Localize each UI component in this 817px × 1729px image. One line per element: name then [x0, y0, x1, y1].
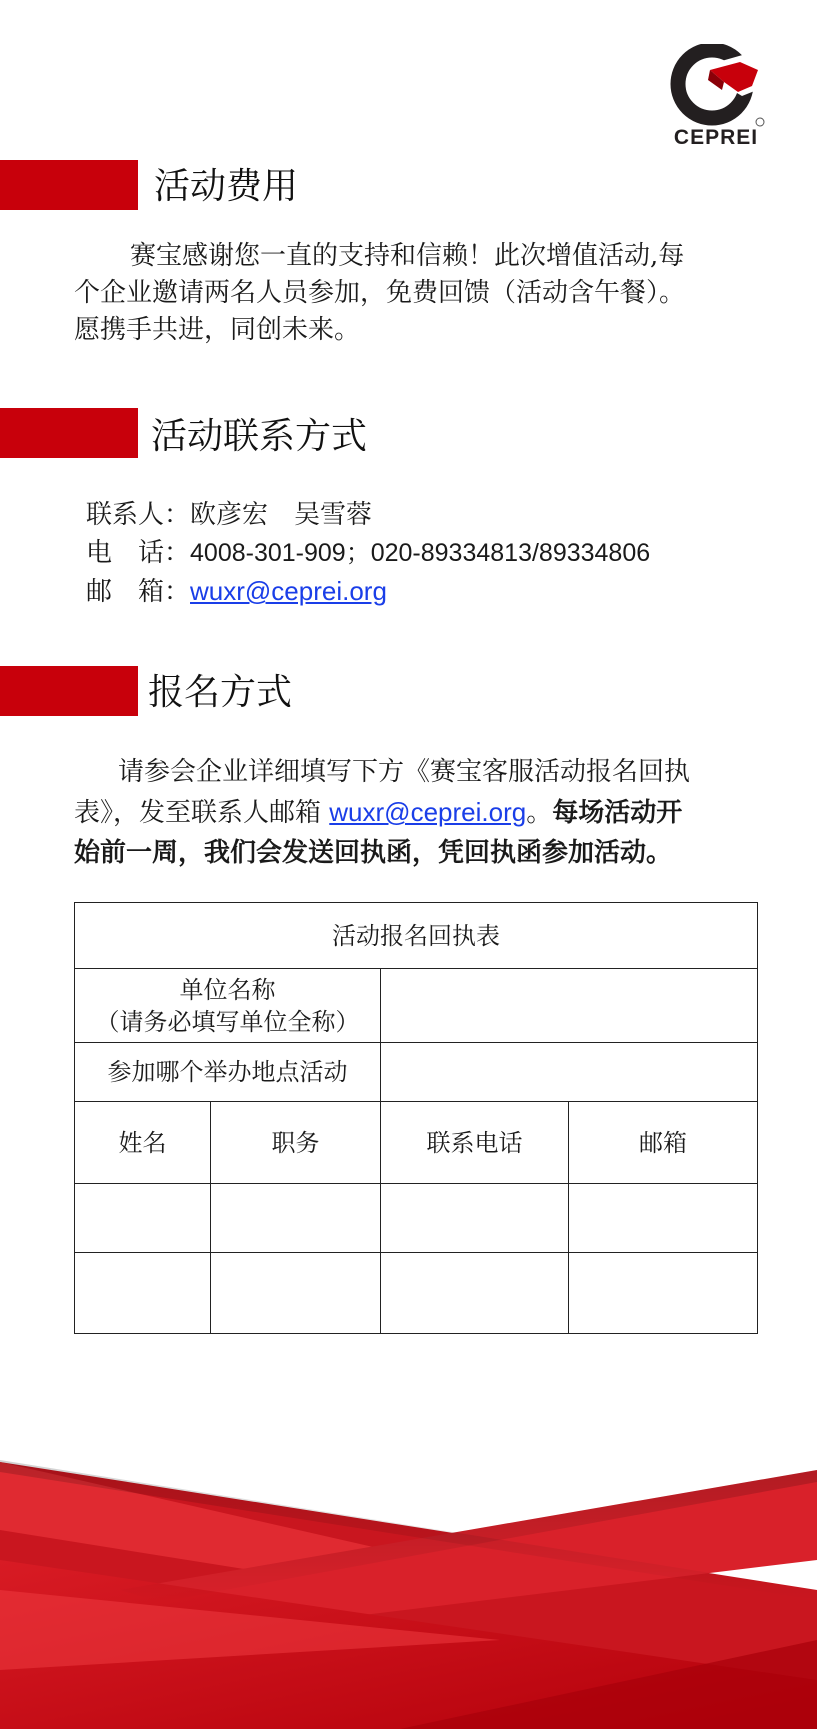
column-header-position: 职务: [211, 1102, 381, 1184]
event-location-field[interactable]: [381, 1043, 758, 1102]
table-cell[interactable]: [569, 1184, 758, 1253]
signup-line-1: 请参会企业详细填写下方《赛宝客服活动报名回执: [118, 757, 691, 787]
column-header-email: 邮箱: [569, 1102, 758, 1184]
table-cell[interactable]: [75, 1253, 211, 1334]
table-row: [75, 1253, 758, 1334]
contact-phone-value: 4008-301-909；020-89334813/89334806: [190, 539, 651, 567]
column-header-name: 姓名: [75, 1102, 211, 1184]
table-cell[interactable]: [381, 1184, 569, 1253]
contact-email-link[interactable]: wuxr@ceprei.org: [190, 576, 387, 606]
form-title: 活动报名回执表: [75, 903, 758, 969]
signup-email-link[interactable]: wuxr@ceprei.org: [329, 797, 527, 827]
signup-paragraph: [74, 752, 746, 873]
signup-line-3: 始前一周，我们会发送回执函，凭回执函参加活动。: [74, 838, 673, 868]
section-marker-contact: [0, 408, 138, 458]
fee-line-3: 愿携手共进，同创未来。: [74, 315, 361, 345]
section-marker-fee: [0, 160, 138, 210]
company-name-field[interactable]: [381, 969, 758, 1043]
fee-line-2: 个企业邀请两名人员参加，免费回馈（活动含午餐）。: [74, 278, 686, 308]
contact-person-row: [86, 496, 650, 534]
signup-line-2: 表》，发至联系人邮箱 wuxr@ceprei.org。每场活动开: [74, 797, 683, 828]
contact-email-row: [86, 572, 650, 610]
contact-phone-row: [86, 534, 650, 572]
section-title-fee: 活动费用: [154, 165, 299, 206]
contact-phone-label: 电 话：: [86, 538, 191, 568]
company-name-label: 单位名称 （请务必填写单位全称）: [75, 969, 381, 1043]
table-row: [75, 1184, 758, 1253]
table-cell[interactable]: [569, 1253, 758, 1334]
event-location-label: 参加哪个举办地点活动: [75, 1043, 381, 1102]
table-cell[interactable]: [75, 1184, 211, 1253]
decorative-red-ribbons: [0, 1440, 817, 1729]
contact-block: [86, 496, 650, 610]
column-header-phone: 联系电话: [381, 1102, 569, 1184]
fee-line-1: 赛宝感谢您一直的支持和信赖！此次增值活动,每: [130, 241, 685, 271]
section-title-contact: 活动联系方式: [151, 415, 368, 456]
contact-person-value: 欧彦宏 吴雪蓉: [190, 500, 373, 530]
contact-email-label: 邮 箱：: [86, 577, 191, 607]
contact-person-label: 联系人：: [86, 500, 191, 530]
table-cell[interactable]: [211, 1253, 381, 1334]
fee-paragraph: [74, 238, 746, 349]
registration-form-table: [74, 902, 758, 1334]
table-cell[interactable]: [381, 1253, 569, 1334]
section-marker-signup: [0, 666, 138, 716]
logo-wordmark: CEPREI: [673, 126, 759, 149]
section-title-signup: 报名方式: [148, 671, 293, 712]
table-cell[interactable]: [211, 1184, 381, 1253]
